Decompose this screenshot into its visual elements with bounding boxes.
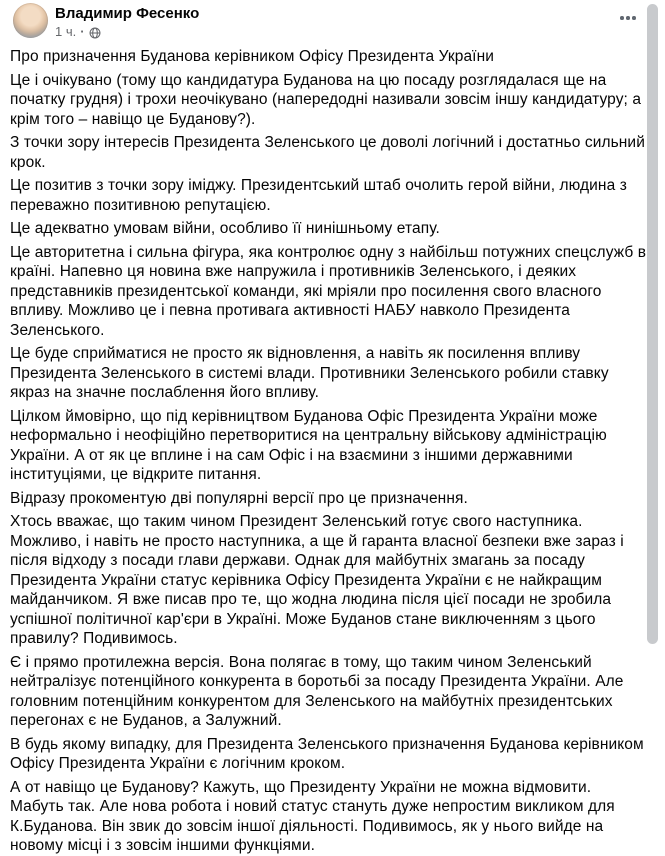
post-options-button[interactable] [615, 8, 641, 28]
meta-separator: · [80, 24, 85, 39]
post-title: Про призначення Буданова керівником Офісу Президента України [10, 48, 494, 65]
post-paragraph: В будь якому випадку, для Президента Зеленського призначення Буданова керівником Офісу Президента України є логічним кроком. [10, 735, 644, 772]
post-paragraph: А от навіщо це Буданову? Кажуть, що Президенту України не можна відмовити. Мабуть так. Але нова робота і новий статус стануть дуже непростим викликом для К.Буданова. Він звик до зовсім іншої діяльності. Подивимось, як у нього вийде на новому місці і з зовсім іншими функціями. [10, 778, 615, 854]
ellipsis-icon [626, 16, 630, 20]
post-header-info [55, 3, 199, 40]
post-paragraph: Це позитив з точки зору іміджу. Президентський штаб очолить герой війни, людина з переважно позитивною репутацією. [10, 177, 627, 214]
globe-icon [89, 27, 101, 39]
author-name[interactable]: Владимир Фесенко [55, 5, 200, 22]
timestamp[interactable]: 1 ч. [55, 24, 77, 39]
ellipsis-icon [632, 16, 636, 20]
post-paragraph: З точки зору інтересів Президента Зеленського це доволі логічний і достатньо сильний крок. [10, 134, 645, 171]
post-paragraph: Хтось вважає, що таким чином Президент Зеленський готує свого наступника. Можливо, і навіть не просто наступника, а ще й гаранта власної безпеки вже зараз і після відходу з посади глави держави. Однак для майбутніх змагань за посаду Президента України статус керівника Офісу Президента України є не найкращим майданчиком. Я вже писав про те, що жодна людина після цієї посади не зробила успішної політичної кар'єри в Україні. Може Буданов стане виключенням з цього правилу? Подивимось. [10, 513, 624, 647]
post-paragraph: Це і очікувано (тому що кандидатура Буданова на цю посаду розглядалася ще на початку грудня) і трохи неочікувано (напередодні називали зовсім іншу кандидатуру; а крім того – навіщо це Буданову?). [10, 71, 642, 128]
post-paragraph: Відразу прокоментую дві популярні версії про це призначення. [10, 489, 468, 507]
avatar[interactable] [13, 3, 48, 38]
post-meta [55, 24, 199, 40]
post-body [0, 40, 665, 856]
scrollbar-thumb[interactable] [647, 4, 658, 644]
post-header [0, 0, 665, 40]
post-paragraph: Цілком ймовірно, що під керівництвом Буданова Офіс Президента України може неформально і неофіційно перетворитися на центральну військову адміністрацію України. А от як це вплине і на сам Офіс і на взаємини з іншими державними інституціями, це відкрите питання. [10, 407, 607, 483]
scrollbar [649, 0, 665, 800]
post-paragraph: Це адекватно умовам війни, особливо її нинішньому етапу. [10, 220, 440, 237]
ellipsis-icon [620, 16, 624, 20]
post-paragraph: Це буде сприйматися не просто як відновлення, а навіть як посилення впливу Президента Зеленського в системі влади. Противники Зеленського робили ставку якраз на значне послаблення його впливу. [10, 345, 609, 401]
post-paragraph: Це авторитетна і сильна фігура, яка контролює одну з найбільш потужних спецслужб в країні. Напевно ця новина вже напружила і противників Зеленського, і деяких представників президентської команди, які мріяли про посилення свого власного впливу. Можливо це і певна противага активності НАБУ навколо Президента Зеленського. [10, 243, 647, 339]
post-paragraph: Є і прямо протилежна версія. Вона полягає в тому, що таким чином Зеленський нейтралізує потенційного конкурента в боротьбі за посаду Президента України. Але головним потенційним конкурентом для Зеленського на майбутніх президентських перегонах є не Буданов, а Залужний. [10, 653, 624, 729]
